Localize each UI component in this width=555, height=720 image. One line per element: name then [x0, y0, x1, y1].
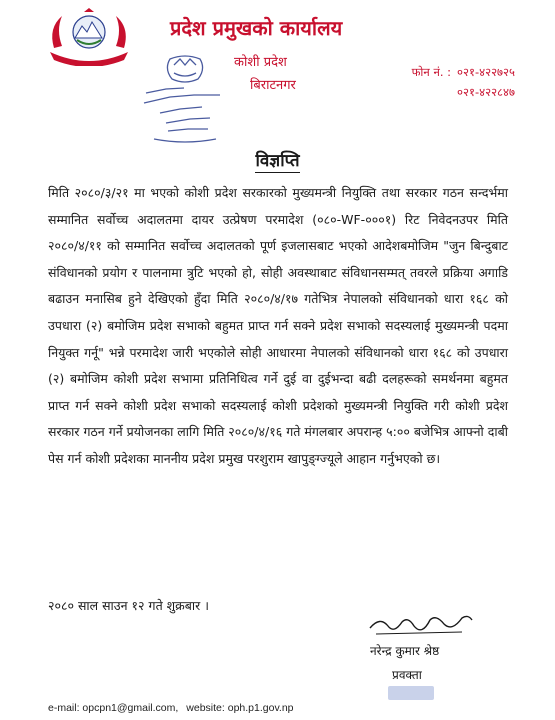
- notice-date: २०८० साल साउन १२ गते शुक्रबार ।: [48, 598, 209, 613]
- signatory-role: प्रवक्ता: [392, 668, 422, 682]
- phone-number-2: ०२१-४२२८४७: [457, 85, 515, 99]
- signature-icon: [366, 612, 476, 642]
- footer-website: website: oph.p1.gov.np: [186, 702, 294, 714]
- phone-block: [355, 62, 515, 102]
- footer-email: e-mail: opcpn1@gmail.com,: [48, 702, 179, 714]
- signatory-name: नरेन्द्र कुमार श्रेष्ठ: [370, 644, 440, 658]
- province-name: कोशी प्रदेश: [234, 55, 287, 70]
- phone-number-1: ०२१-४२२७२५: [457, 65, 515, 79]
- office-name: प्रदेश प्रमुखको कार्यालय: [170, 16, 343, 40]
- notice-title: [0, 148, 555, 171]
- notice-body: मिति २०८०/३/२१ मा भएको कोशी प्रदेश सरकारको मुख्यमन्त्री नियुक्ति तथा सरकार गठन सन्दर्भमा सम्मानित सर्वोच्च अदालतमा दायर उत्प्रेषण परमादेश (०८०-WF-०००१) रिट निवेदनउपर मिति २०८०/४/११ को सम्मानित सर्वोच्च अदालतको पूर्ण इजलासबाट भएको आदेशबमोजिम "जुन बिन्दुबाट संविधानको प्रयोग र पालनामा त्रुटि भएको हो, सोही अवस्थाबाट संविधानसम्मत् तवरले प्रक्रिया अगाडि बढाउन मनासिब हुने देखिएको हुँदा मिति २०८०/४/१७ गतेभित्र नेपालको संविधानको धारा १६८ को उपधारा (२) बमोजिम प्रदेश सभाको बहुमत प्राप्त गर्न सक्ने प्रदेश सभाको सदस्यलाई मुख्यमन्त्री पदमा नियुक्त गर्नू" भन्ने परमादेश जारी भएकोले सोही आधारमा नेपालको संविधानको धारा १६८ को उपधारा (२) बमोजिम कोशी प्रदेश सभामा प्रतिनिधित्व गर्ने दुई वा दुईभन्दा बढी दलहरूको समर्थनमा बहुमत प्राप्त गर्न सक्ने कोशी प्रदेश सभाको सदस्यलाई कोशी प्रदेशको मुख्यमन्त्री नियुक्ति गरी कोशी प्रदेश सरकार गठन गर्ने प्रयोजनका लागि मिति २०८०/४/१६ गते मंगलबार अपरान्ह ५:०० बजेभित्र आफ्नो दाबी पेस गर्न कोशी प्रदेशका माननीय प्रदेश प्रमुख परशुराम खापुङ्ग्ज्यूले आहान गर्नुभएको छ।: [48, 185, 508, 466]
- notice-title-text: विज्ञप्ति: [255, 151, 300, 171]
- footer: [48, 702, 294, 714]
- nepal-emblem-icon: [44, 8, 134, 66]
- phone-label: फोन नं. :: [411, 65, 452, 79]
- office-stamp-icon: [140, 55, 230, 143]
- role-stamp: [388, 686, 434, 700]
- phone-row-1: [355, 62, 515, 82]
- phone-row-2: [355, 82, 515, 102]
- city-name: बिराटनगर: [250, 78, 296, 93]
